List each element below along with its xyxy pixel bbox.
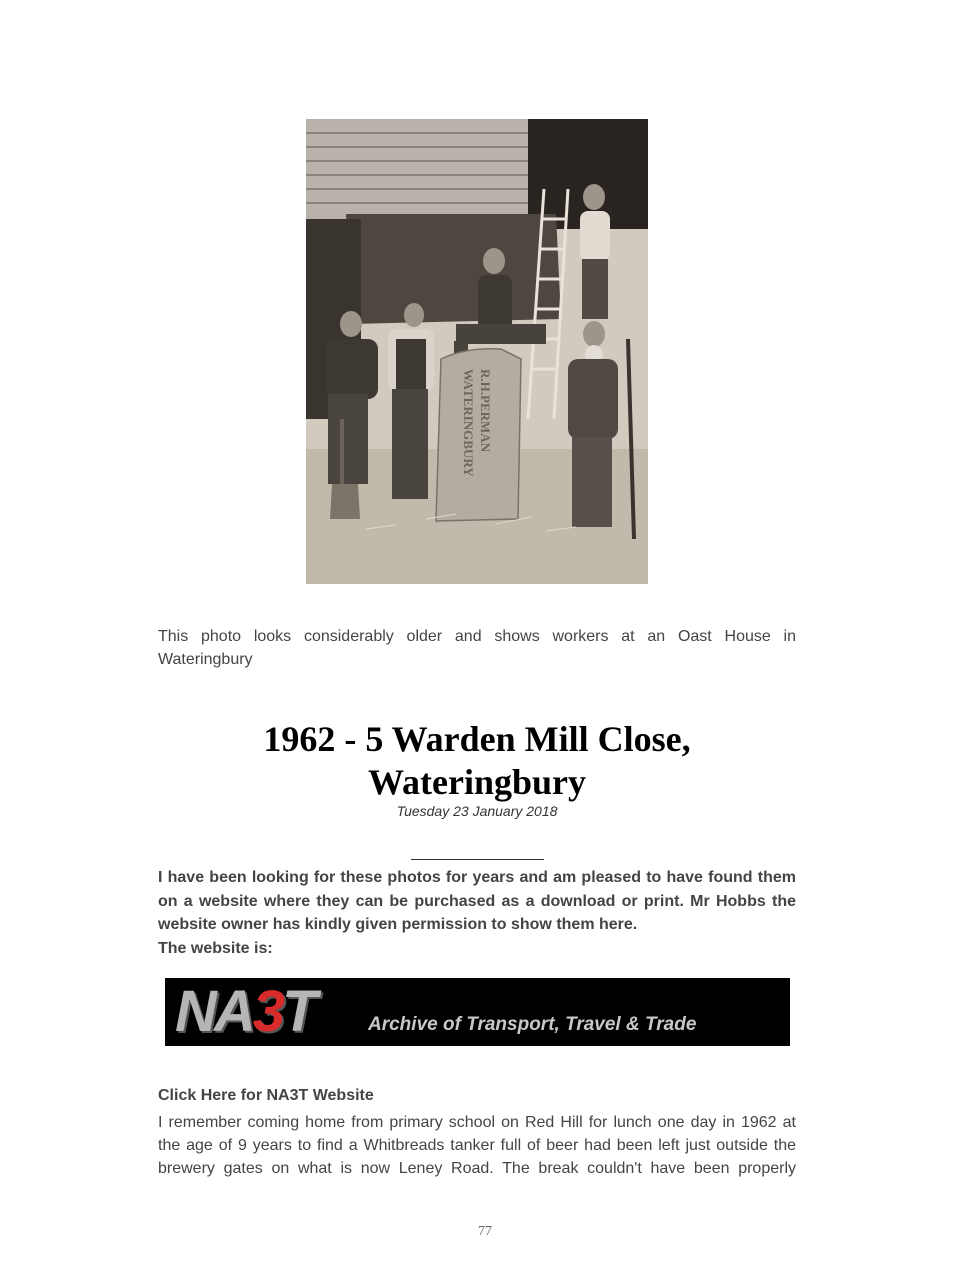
na3t-website-link[interactable]: Click Here for NA3T Website [158, 1087, 374, 1104]
tarpaulin [346, 214, 561, 324]
oast-house-workers-photo [306, 119, 648, 584]
banner-tagline: Archive of Transport, Travel & Trade [368, 1014, 697, 1035]
website-label: The website is: [158, 939, 273, 957]
page-number: 77 [478, 1224, 492, 1239]
worker-second-left [388, 303, 434, 499]
article-body [158, 1111, 796, 1181]
body-line-3: brewery gates on what is now Leney Road. The break couldn't have been properly [158, 1160, 796, 1177]
na3t-banner[interactable] [165, 978, 790, 1046]
body-line-1: I remember coming home from primary school on Red Hill for lunch one day in 1962 at [158, 1114, 796, 1131]
article-title-line-1: 1962 - 5 Warden Mill Close, [263, 719, 691, 759]
na3t-logo [175, 979, 315, 1044]
intro-paragraph: I have been looking for these photos for years and am pleased to have found them on a website where they can be purchased as a download or print. Mr Hobbs the website owner has kindly given permission to show them here. [158, 869, 796, 933]
logo-prefix: NA [175, 979, 253, 1044]
caption-line-1: This photo looks considerably older and shows workers at an Oast House in [158, 628, 796, 645]
article-title [158, 718, 796, 804]
article-intro [158, 866, 796, 960]
logo-accent: 3 [252, 979, 283, 1044]
title-divider [411, 859, 544, 860]
body-line-2: the age of 9 years to find a Whitbreads tanker full of beer had been left just outside the [158, 1137, 796, 1154]
photo-illustration [306, 119, 648, 584]
caption-line-2: Wateringbury [158, 651, 253, 668]
article-date: Tuesday 23 January 2018 [396, 803, 558, 819]
clapboard-wall [306, 119, 536, 219]
logo-suffix: T [282, 979, 315, 1044]
photo-caption [158, 625, 796, 671]
article-title-line-2: Wateringbury [367, 762, 586, 802]
stone-inscription-1: R.H.PERMAN [478, 369, 493, 453]
stone-inscription-2: WATERINGBURY [461, 369, 476, 477]
